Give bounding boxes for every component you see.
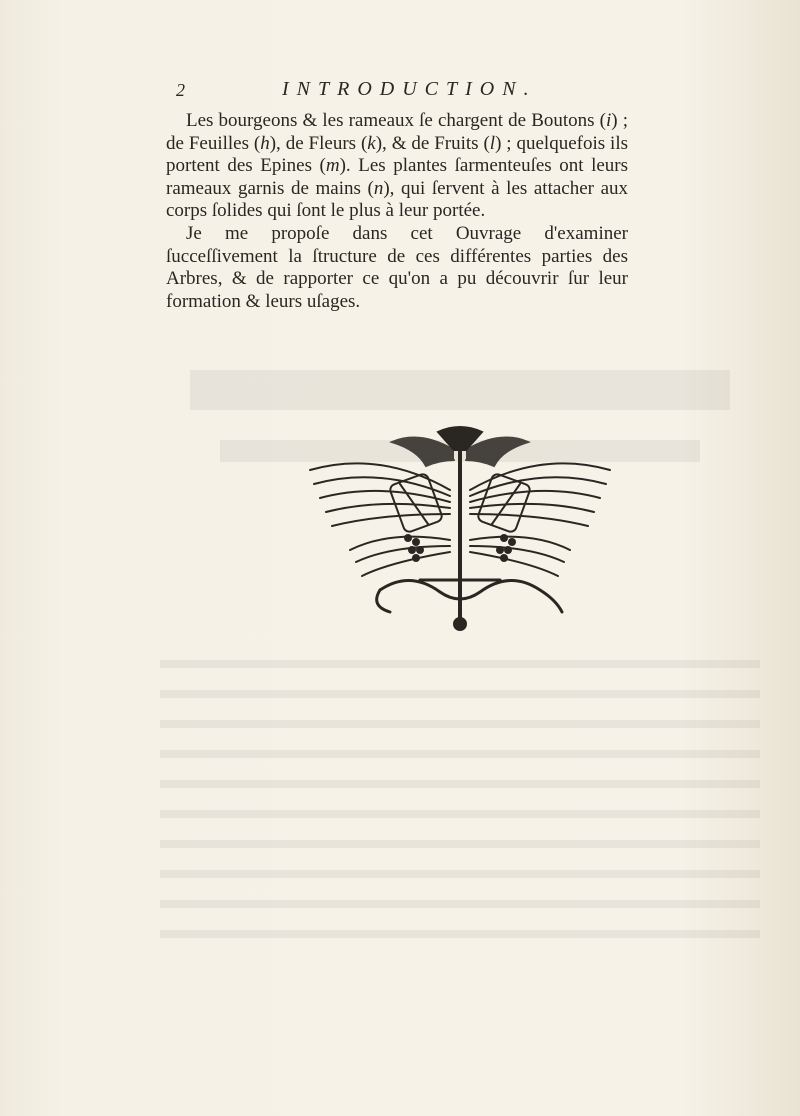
trophy-vignette-icon	[300, 420, 616, 636]
text-run: ), qui ſervent à les attacher aux corps ſolides qui ſont le plus à leur portée.	[166, 177, 628, 222]
figure-reference: h	[260, 132, 270, 154]
page-number: 2	[176, 80, 185, 100]
figure-reference: i	[605, 110, 612, 131]
paragraph-2	[166, 223, 628, 313]
text-run: ). Les plantes ſarmenteuſes ont leurs rameaux garnis de mains (	[166, 155, 629, 199]
figure-reference: l	[489, 132, 496, 154]
figure-reference: n	[373, 177, 384, 199]
running-title: INTRODUCTION.	[282, 78, 537, 100]
text-run: ) ; de Feuilles (	[166, 110, 628, 154]
figure-reference: k	[367, 132, 376, 154]
text-run: ), & de Fruits (	[375, 132, 490, 154]
text-run: ), de Fleurs (	[269, 132, 368, 154]
paragraph-1	[166, 110, 628, 223]
text-run: Je me propoſe dans cet Ouvrage d'examiner ſucceſſivement la ſtructure de ces différentes parties des Arbres, & de rapporter ce qu'on a pu découvrir ſur leur formation & leurs uſages.	[166, 222, 628, 312]
text-run: Les bourgeons & les rameaux ſe chargent de Boutons (	[186, 110, 606, 131]
body-text	[166, 110, 628, 313]
figure-reference: m	[325, 155, 340, 177]
text-run: ) ; quelquefois ils portent des Epines (	[166, 132, 628, 177]
